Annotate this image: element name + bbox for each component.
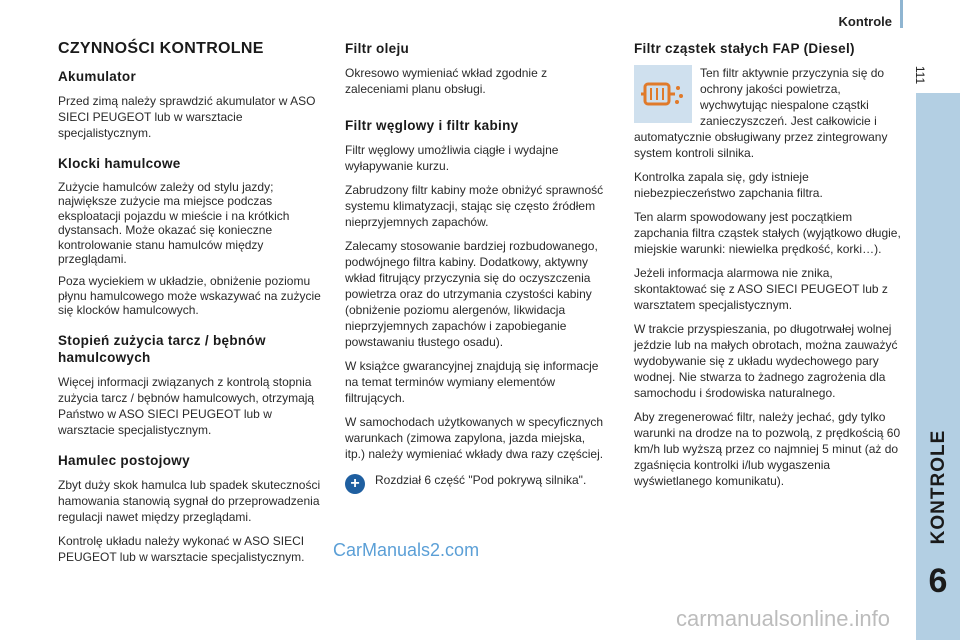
note-text: Rozdział 6 część "Pod pokrywą silnika". <box>375 473 587 487</box>
running-head: Kontrole <box>838 14 892 29</box>
side-tab-label: KONTROLE <box>928 429 949 545</box>
chapter-number: 6 <box>928 562 948 600</box>
column-2 <box>345 40 607 496</box>
section-heading-fap: Filtr cząstek stałych FAP (Diesel) <box>634 41 855 56</box>
header-bar <box>900 0 903 28</box>
watermark-left: CarManuals2.com <box>333 540 480 560</box>
chapter-side-tab <box>916 93 960 640</box>
paragraph: Okresowo wymieniać wkład zgodnie z zaleceniami planu obsługi. <box>345 66 548 96</box>
section-heading-discs-drums: Stopień zużycia tarcz / bębnów hamulcowych <box>58 332 266 365</box>
paragraph: Ten filtr aktywnie przyczynia się do ochrony jakości powietrza, wychwytując niespalone cząstki zanieczyszczeń. Jest całkowicie i automatycznie obsługiwany przez zintegrowany system kontroli silnika. <box>634 66 888 160</box>
section-heading-oil-filter: Filtr oleju <box>345 41 410 56</box>
section-heading-battery: Akumulator <box>58 69 137 84</box>
paragraph: W samochodach użytkowanych w specyficznych warunkach (zimowa zapylona, jazda miejska, itp.) należy wymieniać wkłady dwa razy częściej. <box>345 415 604 461</box>
page-title: CZYNNOŚCI KONTROLNE <box>58 40 264 57</box>
paragraph: Więcej informacji związanych z kontrolą stopnia zużycia tarcz / bębnów hamulcowych, otrzymają Państwo w ASO SIECI PEUGEOT lub w warsztacie specjalistycznym. <box>58 374 315 437</box>
paragraph: Kontrolka zapala się, gdy istnieje niebezpieczeństwo zapchania filtra. <box>634 170 823 200</box>
section-heading-brake-pads: Klocki hamulcowe <box>58 156 181 171</box>
paragraph: W trakcie przyspieszania, po długotrwałej wolnej jeździe lub na małych obrotach, można zauważyć wydobywanie się z układu wydechowego pary wodnej. Nie stwarza to żadnego zagrożenia dla samochodu i środowiska naturalnego. <box>634 322 898 400</box>
reference-note <box>345 472 607 492</box>
plus-circle-icon: + <box>345 474 365 494</box>
paragraph: Zalecamy stosowanie bardziej rozbudowanego, podwójnego filtra kabiny. Dodatkowy, aktywny wkład fitrujący przyczynia się do oczyszczenia powietrza oraz do utrzymania czystości kabiny (obniżenie poziomu alergenów, likwidacja nieprzyjemnych zapachów i zapobieganie powstawaniu tłustego osadu). <box>345 239 598 349</box>
column-3 <box>634 40 902 497</box>
paragraph: Zużycie hamulców zależy od stylu jazdy; największe zużycie ma miejsce podczas eksploatacji pojazdu w mieście i na krótkich dystansach. Może okazać się konieczne kontrolowanie stanu hamulców między przeglądami. <box>58 180 290 267</box>
paragraph: Zbyt duży skok hamulca lub spadek skuteczności hamowania stanowią sygnał do przeprowadzenia regulacji nawet między przeglądami. <box>58 477 321 524</box>
paragraph: Przed zimą należy sprawdzić akumulator w ASO SIECI PEUGEOT lub w warsztacie specjalistycznym. <box>58 94 316 140</box>
paragraph: Poza wyciekiem w układzie, obniżenie poziomu płynu hamulcowego może wskazywać na zużycie się klocków hamulcowych. <box>58 274 321 318</box>
section-heading-cabin-filter: Filtr węglowy i filtr kabiny <box>345 118 519 133</box>
paragraph: Kontrolę układu należy wykonać w ASO SIECI PEUGEOT lub w warsztacie specjalistycznym. <box>58 533 305 564</box>
paragraph: W książce gwarancyjnej znajdują się informacje na temat terminów wymiany elementów filtrujących. <box>345 359 599 405</box>
particle-filter-warning-icon <box>634 65 692 123</box>
watermark-right: carmanualsonline.info <box>676 606 891 631</box>
paragraph: Zabrudzony filtr kabiny może obniżyć sprawność systemu klimatyzacji, stając się często źródłem nieprzyjemnych zapachów. <box>345 183 604 229</box>
paragraph: Aby zregenerować filtr, należy jechać, gdy tylko warunki na drodze na to pozwolą, z prędkością 60 km/h lub wyższą przez co najmniej 5 minut (aż do zgaśnięcia kontrolki i/lub wygaszenia wyświetlanego komunikatu). <box>634 410 901 488</box>
paragraph: Ten alarm spowodowany jest początkiem zapchania filtra cząstek stałych (wyjątkowo długie, miejskie warunki: niewielka prędkość, korki…). <box>634 210 901 256</box>
page-number: 111 <box>913 65 927 85</box>
section-heading-parking-brake: Hamulec postojowy <box>58 452 190 468</box>
paragraph: Filtr węglowy umożliwia ciągłe i wydajne wyłapywanie kurzu. <box>345 143 559 173</box>
paragraph: Jeżeli informacja alarmowa nie znika, skontaktować się z ASO SIECI PEUGEOT lub z warsztatem specjalistycznym. <box>634 266 888 312</box>
column-1 <box>58 40 326 573</box>
